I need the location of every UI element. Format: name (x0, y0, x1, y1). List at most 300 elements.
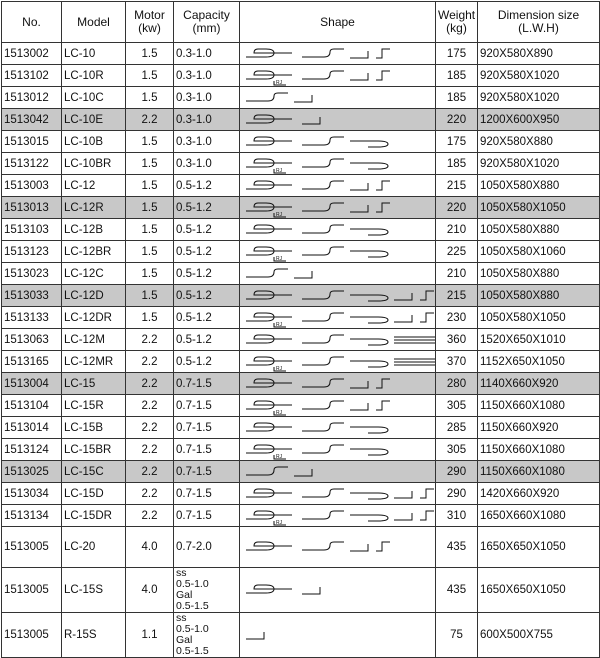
profile-bead-icon (350, 317, 388, 323)
cell-shape (240, 153, 436, 175)
cell-no: 1513023 (2, 263, 62, 285)
cell-weight: 225 (436, 241, 478, 263)
table-row (2, 613, 600, 658)
cell-capacity: 0.5-1.2 (174, 329, 240, 351)
shape-profiles (240, 87, 436, 108)
cell-motor: 1.5 (126, 65, 174, 87)
cell-capacity: 0.7-1.5 (174, 505, 240, 527)
cell-no: 1513013 (2, 197, 62, 219)
profile-angle-icon (394, 315, 412, 322)
cell-weight: 185 (436, 87, 478, 109)
cell-dimension: 920X580X1020 (478, 65, 600, 87)
cell-motor: 2.2 (126, 395, 174, 417)
cell-model: LC-15BR (62, 439, 126, 461)
profile-hook-icon (302, 203, 344, 211)
shape-profiles (240, 175, 436, 196)
cell-dimension: 1050X580X880 (478, 175, 600, 197)
cell-dimension: 1050X580X880 (478, 219, 600, 241)
spec-table-wrapper (1, 1, 599, 658)
shape-profiles (240, 505, 436, 526)
cell-no: 1513025 (2, 461, 62, 483)
cell-capacity: 0.7-1.5 (174, 483, 240, 505)
cell-no: 1513002 (2, 43, 62, 65)
shape-profiles (240, 263, 436, 284)
table-row (2, 351, 600, 373)
cell-capacity: 0.5-1.2 (174, 197, 240, 219)
cell-model: LC-12BR (62, 241, 126, 263)
cell-no: 1513015 (2, 131, 62, 153)
cell-model: LC-10B (62, 131, 126, 153)
cell-shape (240, 351, 436, 373)
cell-weight: 75 (436, 613, 478, 658)
cell-motor: 2.2 (126, 505, 174, 527)
profile-bead-icon (350, 339, 388, 345)
profile-curl-r-icon (246, 357, 292, 372)
profile-angle-icon (350, 403, 368, 410)
cell-dimension: 920X580X890 (478, 43, 600, 65)
profile-bead-icon (350, 493, 388, 499)
profile-bead-icon (350, 361, 388, 367)
cell-no: 1513123 (2, 241, 62, 263)
rj-label: RJ (276, 80, 283, 86)
cell-model: LC-12C (62, 263, 126, 285)
cell-no: 1513034 (2, 483, 62, 505)
cell-model: LC-10E (62, 109, 126, 131)
cell-dimension: 1200X600X950 (478, 109, 600, 131)
cell-capacity: 0.5-1.2 (174, 307, 240, 329)
profile-step-icon (376, 71, 390, 80)
cell-model: LC-12DR (62, 307, 126, 329)
shape-profiles (240, 65, 436, 86)
cell-shape (240, 175, 436, 197)
profile-curl-r-icon (246, 247, 292, 262)
profile-hook-icon (302, 247, 344, 255)
cell-capacity: 0.3-1.0 (174, 131, 240, 153)
cell-dimension: 1050X580X880 (478, 263, 600, 285)
cell-weight: 175 (436, 43, 478, 65)
cell-motor: 2.2 (126, 351, 174, 373)
profile-hook-icon (302, 71, 344, 79)
table-row (2, 197, 600, 219)
cell-weight: 370 (436, 351, 478, 373)
cell-weight: 435 (436, 568, 478, 613)
cell-capacity (174, 613, 240, 658)
cell-model: LC-12B (62, 219, 126, 241)
cell-model: LC-15 (62, 373, 126, 395)
cell-dimension: 1050X580X1050 (478, 307, 600, 329)
profile-angle-icon (350, 205, 368, 212)
capacity-line: 0.5-1.5 (176, 645, 209, 657)
profile-hook-icon (302, 335, 344, 343)
profile-hook-icon (302, 137, 344, 145)
cell-no: 1513124 (2, 439, 62, 461)
cell-weight: 175 (436, 131, 478, 153)
profile-step-icon (420, 489, 434, 498)
cell-weight: 220 (436, 197, 478, 219)
shape-profiles (240, 285, 436, 306)
cell-weight: 290 (436, 461, 478, 483)
cell-no: 1513005 (2, 568, 62, 613)
cell-weight: 215 (436, 175, 478, 197)
profile-bead-icon (350, 295, 388, 301)
profile-curl-icon (246, 181, 292, 189)
profile-bead-icon (350, 251, 388, 257)
capacity-line: 0.5-1.0 (176, 623, 209, 635)
profile-step-icon (420, 511, 434, 520)
shape-profiles (240, 153, 436, 174)
profile-angle-icon (246, 632, 264, 639)
cell-motor: 2.2 (126, 329, 174, 351)
cell-dimension: 1650X660X1080 (478, 505, 600, 527)
profile-hook-icon (302, 542, 344, 550)
profile-curl-icon (246, 49, 292, 57)
table-row (2, 373, 600, 395)
profile-hook-icon (302, 159, 344, 167)
profile-curl-r-icon (246, 71, 292, 86)
cell-dimension: 920X580X1020 (478, 153, 600, 175)
shape-profiles (240, 307, 436, 328)
rj-label: RJ (276, 520, 283, 526)
table-row (2, 43, 600, 65)
profile-angle-icon (394, 513, 412, 520)
cell-shape (240, 329, 436, 351)
cell-capacity: 0.3-1.0 (174, 109, 240, 131)
cell-shape (240, 568, 436, 613)
table-row (2, 395, 600, 417)
profile-step-icon (420, 313, 434, 322)
header-shape: Shape (240, 2, 436, 43)
profile-hook-icon (246, 467, 288, 475)
cell-weight: 220 (436, 109, 478, 131)
cell-weight: 435 (436, 527, 478, 568)
profile-curl-icon (246, 542, 292, 550)
shape-profiles (240, 373, 436, 394)
cell-motor: 1.5 (126, 285, 174, 307)
cell-weight: 290 (436, 483, 478, 505)
cell-model: LC-15R (62, 395, 126, 417)
capacity-line: Gal (176, 634, 193, 646)
cell-motor: 1.5 (126, 175, 174, 197)
shape-profiles (240, 569, 436, 611)
table-row (2, 241, 600, 263)
profile-step-icon (376, 379, 390, 388)
cell-shape (240, 417, 436, 439)
cell-weight: 230 (436, 307, 478, 329)
profile-curl-icon (246, 225, 292, 233)
cell-motor: 1.5 (126, 241, 174, 263)
shape-profiles (240, 197, 436, 218)
profile-angle-icon (394, 491, 412, 498)
cell-model: LC-10C (62, 87, 126, 109)
cell-capacity: 0.3-1.0 (174, 87, 240, 109)
table-row (2, 307, 600, 329)
profile-hook-icon (246, 269, 288, 277)
cell-weight: 305 (436, 439, 478, 461)
profile-angle-icon (294, 469, 312, 476)
profile-curl-r-icon (246, 445, 292, 460)
cell-no: 1513133 (2, 307, 62, 329)
cell-model: LC-15D (62, 483, 126, 505)
cell-model: LC-15B (62, 417, 126, 439)
profile-angle-icon (294, 95, 312, 102)
rj-label: RJ (276, 410, 283, 416)
cell-motor: 1.5 (126, 219, 174, 241)
profile-flat-icon (394, 337, 436, 343)
table-row (2, 329, 600, 351)
profile-hook-icon (302, 357, 344, 365)
cell-model: R-15S (62, 613, 126, 658)
profile-hook-icon (302, 511, 344, 519)
cell-motor: 1.5 (126, 197, 174, 219)
cell-model: LC-12D (62, 285, 126, 307)
cell-dimension: 1050X580X880 (478, 285, 600, 307)
profile-angle-icon (394, 293, 412, 300)
table-row (2, 439, 600, 461)
profile-angle-icon (350, 73, 368, 80)
profile-hook-icon (302, 291, 344, 299)
header-capacity: Capacity (mm) (174, 2, 240, 43)
cell-no: 1513042 (2, 109, 62, 131)
cell-motor: 2.2 (126, 109, 174, 131)
profile-curl-icon (246, 489, 292, 497)
cell-motor: 2.2 (126, 417, 174, 439)
capacity-line: 0.5-1.0 (176, 578, 209, 590)
table-row (2, 527, 600, 568)
profile-flat-icon (394, 359, 436, 365)
cell-no: 1513004 (2, 373, 62, 395)
cell-no: 1513103 (2, 219, 62, 241)
shape-profiles (240, 329, 436, 350)
cell-no: 1513012 (2, 87, 62, 109)
cell-motor: 1.5 (126, 263, 174, 285)
cell-shape (240, 43, 436, 65)
profile-curl-r-icon (246, 159, 292, 174)
shape-profiles (240, 131, 436, 152)
cell-weight: 215 (436, 285, 478, 307)
cell-no: 1513104 (2, 395, 62, 417)
shape-profiles (240, 351, 436, 372)
cell-dimension: 1520X650X1010 (478, 329, 600, 351)
cell-no: 1513165 (2, 351, 62, 373)
cell-capacity: 0.7-1.5 (174, 373, 240, 395)
profile-step-icon (376, 203, 390, 212)
spec-table-body (2, 43, 600, 658)
profile-curl-r-icon (246, 313, 292, 328)
cell-model: LC-10 (62, 43, 126, 65)
cell-motor: 4.0 (126, 527, 174, 568)
profile-hook-icon (302, 423, 344, 431)
cell-no: 1513122 (2, 153, 62, 175)
cell-dimension: 600X500X755 (478, 613, 600, 658)
cell-weight: 210 (436, 219, 478, 241)
shape-profiles (240, 527, 436, 567)
cell-model: LC-12R (62, 197, 126, 219)
profile-angle-icon (294, 271, 312, 278)
profile-curl-r-icon (246, 203, 292, 218)
profile-bead-icon (350, 449, 388, 455)
cell-dimension: 920X580X880 (478, 131, 600, 153)
profile-curl-r-icon (246, 401, 292, 416)
profile-curl-icon (246, 335, 292, 343)
cell-shape (240, 373, 436, 395)
profile-hook-icon (302, 445, 344, 453)
cell-weight: 210 (436, 263, 478, 285)
cell-model: LC-12 (62, 175, 126, 197)
cell-capacity (174, 568, 240, 613)
capacity-line: ss (176, 567, 187, 579)
cell-dimension: 1050X580X1050 (478, 197, 600, 219)
cell-motor: 2.2 (126, 483, 174, 505)
cell-motor: 1.5 (126, 131, 174, 153)
profile-hook-icon (302, 49, 344, 57)
table-row (2, 505, 600, 527)
cell-capacity: 0.5-1.2 (174, 263, 240, 285)
cell-shape (240, 219, 436, 241)
shape-profiles (240, 43, 436, 64)
cell-motor: 1.5 (126, 307, 174, 329)
table-row (2, 461, 600, 483)
cell-model: LC-20 (62, 527, 126, 568)
profile-angle-icon (302, 587, 320, 594)
cell-capacity: 0.5-1.2 (174, 219, 240, 241)
capacity-line: ss (176, 612, 187, 624)
table-row (2, 483, 600, 505)
profile-hook-icon (302, 181, 344, 189)
cell-capacity: 0.3-1.0 (174, 43, 240, 65)
cell-no: 1513033 (2, 285, 62, 307)
cell-model: LC-15DR (62, 505, 126, 527)
profile-bead-icon (350, 515, 388, 521)
table-row (2, 175, 600, 197)
cell-capacity: 0.3-1.0 (174, 153, 240, 175)
cell-dimension: 1150X660X1080 (478, 439, 600, 461)
profile-angle-icon (302, 117, 320, 124)
cell-model: LC-10R (62, 65, 126, 87)
table-row (2, 131, 600, 153)
rj-label: RJ (276, 168, 283, 174)
rj-label: RJ (276, 212, 283, 218)
cell-weight: 310 (436, 505, 478, 527)
cell-motor: 2.2 (126, 439, 174, 461)
cell-dimension: 1152X650X1050 (478, 351, 600, 373)
cell-dimension: 1650X650X1050 (478, 568, 600, 613)
cell-shape (240, 613, 436, 658)
profile-angle-icon (350, 183, 368, 190)
cell-capacity: 0.5-1.2 (174, 285, 240, 307)
profile-hook-icon (302, 489, 344, 497)
rj-label: RJ (276, 454, 283, 460)
cell-weight: 185 (436, 153, 478, 175)
profile-hook-icon (302, 225, 344, 233)
cell-shape (240, 65, 436, 87)
header-no: No. (2, 2, 62, 43)
cell-no: 1513005 (2, 613, 62, 658)
cell-shape (240, 131, 436, 153)
cell-dimension: 1650X650X1050 (478, 527, 600, 568)
header-dimension: Dimension size (L.W.H) (478, 2, 600, 43)
header-row (2, 2, 600, 43)
profile-hook-icon (302, 313, 344, 321)
profile-step-icon (376, 181, 390, 190)
cell-dimension: 1150X660X1080 (478, 395, 600, 417)
table-row (2, 285, 600, 307)
cell-capacity: 0.7-1.5 (174, 395, 240, 417)
capacity-line: Gal (176, 589, 193, 601)
cell-motor: 4.0 (126, 568, 174, 613)
table-row (2, 417, 600, 439)
cell-capacity: 0.7-1.5 (174, 417, 240, 439)
profile-curl-icon (246, 585, 292, 593)
cell-model: LC-10BR (62, 153, 126, 175)
profile-step-icon (376, 542, 390, 551)
cell-shape (240, 395, 436, 417)
cell-no: 1513063 (2, 329, 62, 351)
cell-capacity: 0.5-1.2 (174, 241, 240, 263)
cell-shape (240, 109, 436, 131)
profile-angle-icon (350, 51, 368, 58)
table-row (2, 153, 600, 175)
table-row (2, 568, 600, 613)
shape-profiles (240, 439, 436, 460)
cell-weight: 280 (436, 373, 478, 395)
shape-profiles (240, 483, 436, 504)
profile-bead-icon (350, 141, 388, 147)
shape-profiles (240, 614, 436, 656)
table-row (2, 65, 600, 87)
shape-profiles (240, 109, 436, 130)
shape-profiles (240, 219, 436, 240)
spec-table (1, 1, 600, 658)
profile-step-icon (376, 49, 390, 58)
profile-step-icon (376, 401, 390, 410)
table-row (2, 219, 600, 241)
cell-shape (240, 307, 436, 329)
cell-capacity: 0.7-1.5 (174, 461, 240, 483)
capacity-line: 0.5-1.5 (176, 600, 209, 612)
header-motor: Motor (kw) (126, 2, 174, 43)
header-model: Model (62, 2, 126, 43)
cell-capacity: 0.5-1.2 (174, 175, 240, 197)
profile-curl-icon (246, 291, 292, 299)
cell-shape (240, 439, 436, 461)
cell-capacity: 0.5-1.2 (174, 351, 240, 373)
profile-curl-icon (246, 423, 292, 431)
cell-dimension: 1150X660X1080 (478, 461, 600, 483)
cell-weight: 285 (436, 417, 478, 439)
shape-profiles (240, 461, 436, 482)
rj-label: RJ (276, 366, 283, 372)
cell-no: 1513003 (2, 175, 62, 197)
cell-capacity: 0.3-1.0 (174, 65, 240, 87)
profile-curl-icon (246, 115, 292, 123)
cell-dimension: 920X580X1020 (478, 87, 600, 109)
table-row (2, 87, 600, 109)
cell-weight: 360 (436, 329, 478, 351)
cell-no: 1513005 (2, 527, 62, 568)
shape-profiles (240, 395, 436, 416)
cell-capacity: 0.7-1.5 (174, 439, 240, 461)
cell-shape (240, 285, 436, 307)
cell-model: LC-15C (62, 461, 126, 483)
profile-step-icon (420, 291, 434, 300)
shape-profiles (240, 417, 436, 438)
cell-dimension: 1420X660X920 (478, 483, 600, 505)
cell-shape (240, 241, 436, 263)
cell-no: 1513134 (2, 505, 62, 527)
cell-dimension: 1150X660X920 (478, 417, 600, 439)
cell-motor: 1.1 (126, 613, 174, 658)
rj-label: RJ (276, 322, 283, 328)
